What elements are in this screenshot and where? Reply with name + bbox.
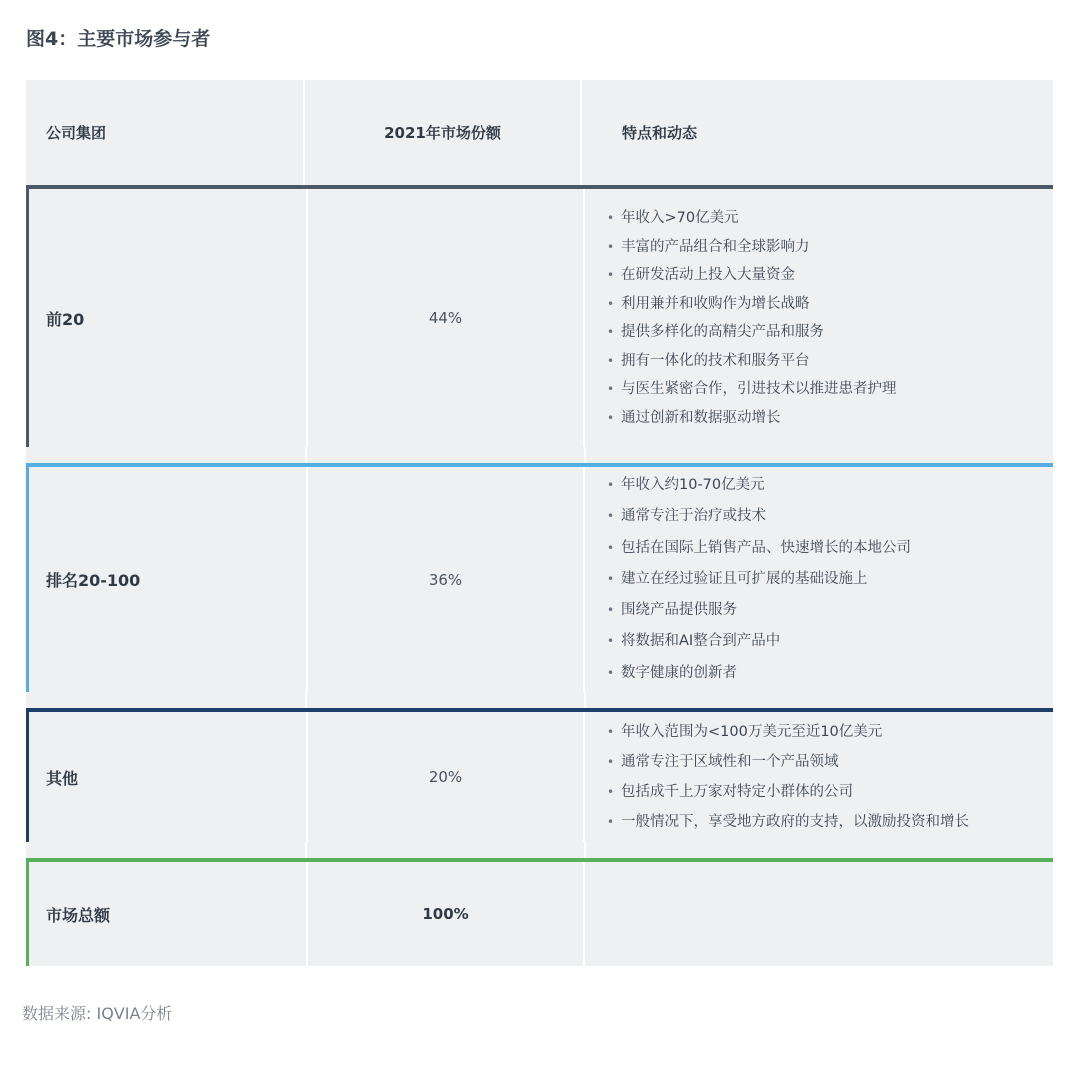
total-name: 市场总额: [29, 862, 308, 966]
feature-list: [607, 204, 897, 432]
group-name: 排名20-100: [29, 467, 308, 692]
row-spacer: [26, 842, 1053, 858]
list-item: • 与医生紧密合作，引进技术以推进患者护理: [607, 375, 897, 404]
table-header-row: [26, 80, 1053, 185]
list-item: • 年收入范围为<100万美元至近10亿美元: [607, 717, 969, 747]
table-row-others: [26, 708, 1053, 842]
list-item: • 丰富的产品组合和全球影响力: [607, 233, 897, 262]
total-features-empty: [585, 862, 1053, 966]
figure-title: 图4：主要市场参与者: [26, 28, 211, 50]
group-features: [585, 467, 1053, 692]
data-source-note: 数据来源: IQVIA分析: [22, 1004, 173, 1023]
list-item: • 建立在经过验证且可扩展的基础设施上: [607, 564, 911, 595]
group-features: [585, 712, 1053, 842]
list-item: • 数字健康的创新者: [607, 658, 911, 689]
list-item: • 拥有一体化的技术和服务平台: [607, 347, 897, 376]
group-name: 前20: [29, 189, 308, 447]
list-item: • 包括成千上万家对特定小群体的公司: [607, 777, 969, 807]
table-row-top20: [26, 185, 1053, 447]
list-item: • 一般情况下，享受地方政府的支持，以激励投资和增长: [607, 807, 969, 837]
list-item: • 年收入约10-70亿美元: [607, 470, 911, 501]
list-item: • 提供多样化的高精尖产品和服务: [607, 318, 897, 347]
list-item: • 围绕产品提供服务: [607, 595, 911, 626]
table-row-rank-20-100: [26, 463, 1053, 692]
group-share: 20%: [308, 712, 585, 842]
feature-list: [607, 717, 969, 837]
list-item: • 在研发活动上投入大量资金: [607, 261, 897, 290]
group-name: 其他: [29, 712, 308, 842]
list-item: • 年收入>70亿美元: [607, 204, 897, 233]
row-spacer: [26, 692, 1053, 708]
market-participants-table: [26, 80, 1053, 966]
list-item: • 通常专注于区域性和一个产品领域: [607, 747, 969, 777]
header-market-share: 2021年市场份额: [305, 80, 582, 185]
feature-list: [607, 470, 911, 688]
header-features: 特点和动态: [622, 124, 698, 142]
header-company-group: 公司集团: [26, 80, 305, 185]
list-item: • 通过创新和数据驱动增长: [607, 404, 897, 433]
list-item: • 将数据和AI整合到产品中: [607, 626, 911, 657]
list-item: • 包括在国际上销售产品、快速增长的本地公司: [607, 533, 911, 564]
group-features: [585, 189, 1053, 447]
group-share: 36%: [308, 467, 585, 692]
list-item: • 利用兼并和收购作为增长战略: [607, 290, 897, 319]
row-spacer: [26, 447, 1053, 463]
list-item: • 通常专注于治疗或技术: [607, 501, 911, 532]
total-share: 100%: [308, 862, 585, 966]
table-row-total: [26, 858, 1053, 966]
group-share: 44%: [308, 189, 585, 447]
